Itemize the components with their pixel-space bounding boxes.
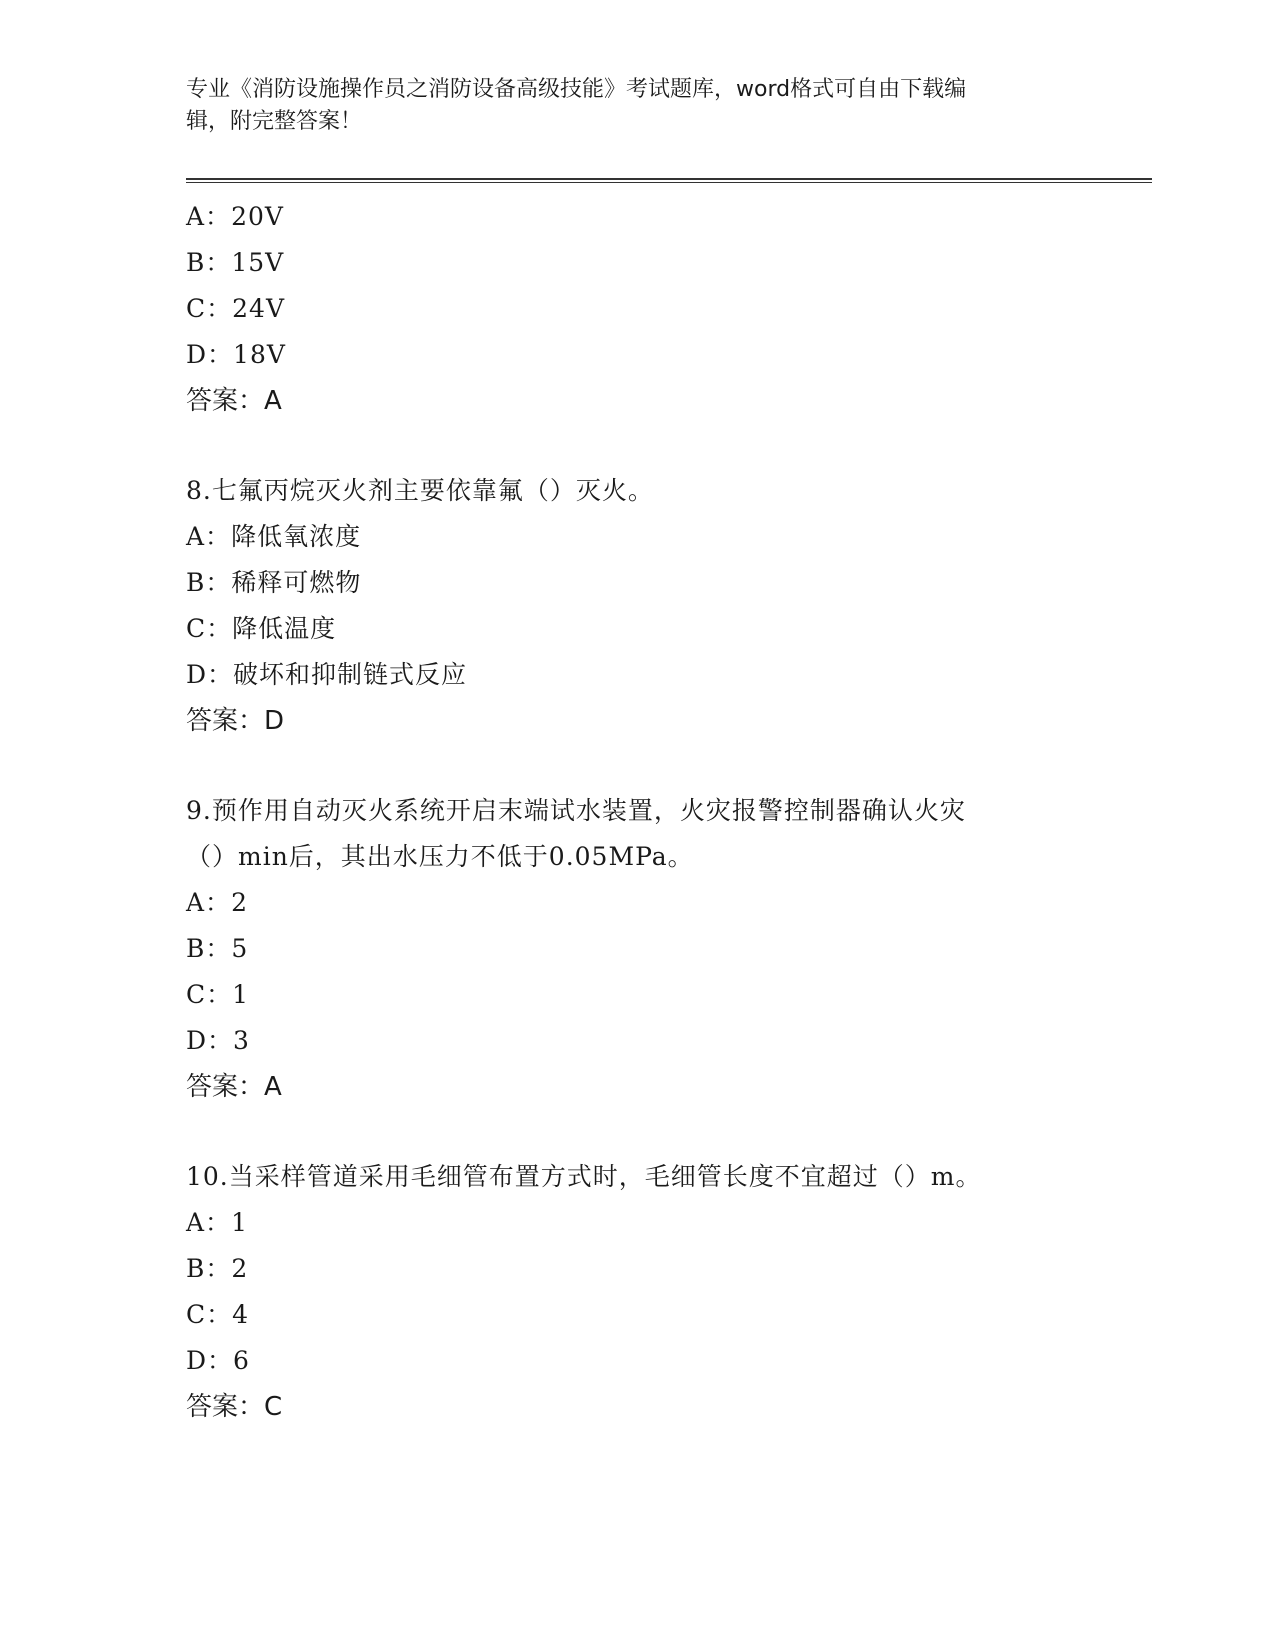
option-b <box>186 240 1086 286</box>
option-c <box>186 972 1086 1018</box>
option-letter: D： <box>186 660 234 689</box>
option-a <box>186 880 1086 926</box>
option-letter: B： <box>186 934 232 963</box>
question-block-9 <box>186 788 1086 1110</box>
option-d <box>186 1018 1086 1064</box>
option-c <box>186 606 1086 652</box>
spacer <box>186 1110 1086 1154</box>
option-letter: D： <box>186 340 234 369</box>
answer-line: 答案：C <box>186 1392 283 1422</box>
question-block-10 <box>186 1154 1086 1430</box>
option-text: 1 <box>232 980 250 1009</box>
option-letter: D： <box>186 1026 234 1055</box>
option-letter: A： <box>186 202 232 231</box>
option-text: 4 <box>232 1300 250 1329</box>
option-a <box>186 514 1086 560</box>
option-letter: A： <box>186 1208 232 1237</box>
option-letter: B： <box>186 1254 232 1283</box>
option-letter: C： <box>186 294 233 323</box>
option-letter: C： <box>186 980 233 1009</box>
question-text: 10.当采样管道采用毛细管布置方式时，毛细管长度不宜超过（）m。 <box>186 1162 982 1191</box>
option-text: 破坏和抑制链式反应 <box>233 660 468 689</box>
spacer <box>186 744 1086 788</box>
option-letter: A： <box>186 522 232 551</box>
question-block-prev <box>186 194 1086 424</box>
question-text-line-2: （）min后，其出水压力不低于0.05MPa。 <box>186 842 694 871</box>
option-text: 5 <box>231 934 249 963</box>
option-letter: B： <box>186 568 232 597</box>
option-text: 15V <box>231 248 285 277</box>
question-block-8 <box>186 468 1086 744</box>
option-text: 2 <box>231 888 248 917</box>
option-letter: B： <box>186 248 232 277</box>
option-c <box>186 1292 1086 1338</box>
answer-line: 答案：A <box>186 1072 282 1102</box>
header-line-1: 专业《消防设施操作员之消防设备高级技能》考试题库，word格式可自由下载编 <box>186 77 967 102</box>
option-d <box>186 652 1086 698</box>
option-b <box>186 560 1086 606</box>
option-text: 2 <box>231 1254 249 1283</box>
option-text: 1 <box>231 1208 248 1237</box>
option-a <box>186 194 1086 240</box>
option-text: 24V <box>232 294 286 323</box>
option-letter: C： <box>186 1300 233 1329</box>
option-d <box>186 332 1086 378</box>
option-letter: C： <box>186 614 233 643</box>
header-line-2: 辑，附完整答案！ <box>186 109 363 134</box>
option-text: 20V <box>231 202 284 231</box>
question-text-line-1: 9.预作用自动灭火系统开启末端试水装置，火灾报警控制器确认火灾 <box>186 796 966 825</box>
option-text: 18V <box>233 340 286 369</box>
option-letter: A： <box>186 888 232 917</box>
question-list <box>186 194 1086 1430</box>
answer-line: 答案：D <box>186 706 285 736</box>
option-c <box>186 286 1086 332</box>
header-divider-thick <box>186 178 1152 180</box>
option-text: 降低温度 <box>232 614 337 643</box>
header-divider-thin <box>186 182 1152 183</box>
option-text: 3 <box>233 1026 250 1055</box>
option-text: 6 <box>233 1346 250 1375</box>
document-header <box>186 74 1066 138</box>
spacer <box>186 424 1086 468</box>
option-a <box>186 1200 1086 1246</box>
option-text: 降低氧浓度 <box>231 522 362 551</box>
option-letter: D： <box>186 1346 234 1375</box>
option-d <box>186 1338 1086 1384</box>
option-text: 稀释可燃物 <box>231 568 362 597</box>
option-b <box>186 926 1086 972</box>
option-b <box>186 1246 1086 1292</box>
question-text: 8.七氟丙烷灭火剂主要依靠氟（）灭火。 <box>186 476 654 505</box>
answer-line: 答案：A <box>186 386 282 416</box>
